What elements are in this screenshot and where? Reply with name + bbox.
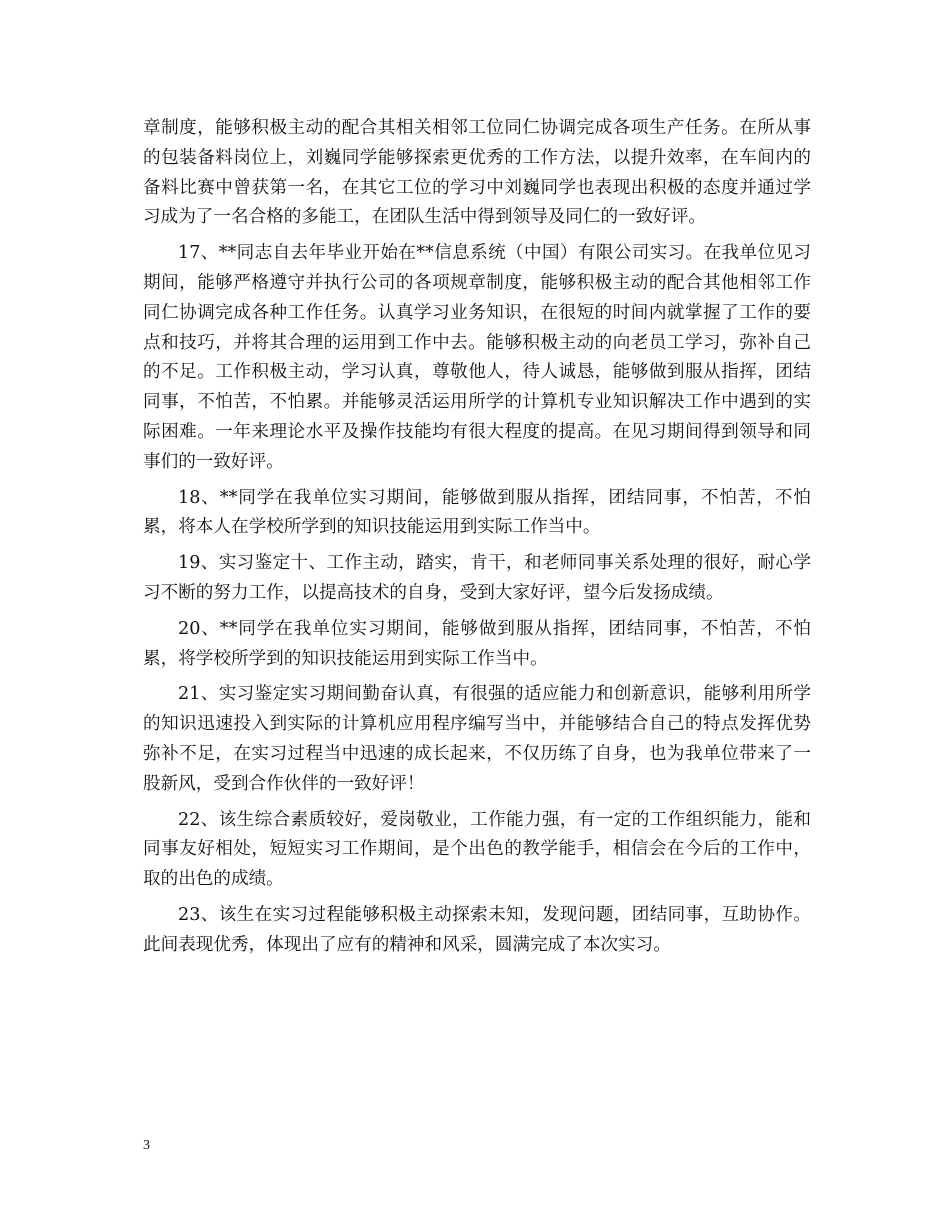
paragraph-continuation: 章制度，能够积极主动的配合其相关相邻工位同仁协调完成各项生产任务。在所从事的包装备料岗位上，刘巍同学能够探索更优秀的工作方法，以提升效率，在车间内的备料比赛中曾获第一名，在其它工位的学习中刘巍同学也表现出积极的态度并通过学习成为了一名合格的多能工，在团队生活中得到领导及同仁的一致好评。 xyxy=(143,118,811,228)
paragraph-item-18: 18、**同学在我单位实习期间，能够做到服从指挥，团结同事，不怕苦，不怕累，将本人在学校所学到的知识技能运用到实际工作当中。 xyxy=(143,487,811,538)
page-number: 3 xyxy=(143,1138,150,1153)
paragraph-item-19: 19、实习鉴定十、工作主动，踏实，肯干，和老师同事关系处理的很好，耐心学习不断的努力工作，以提高技术的自身，受到大家好评，望今后发扬成绩。 xyxy=(143,553,811,603)
document-body xyxy=(143,114,811,967)
paragraph-item-23: 23、该生在实习过程能够积极主动探索未知，发现问题，团结同事，互助协作。此间表现优秀，体现出了应有的精神和风采，圆满完成了本次实习。 xyxy=(143,904,811,955)
paragraph-item-22: 22、该生综合素质较好，爱岗敬业，工作能力强，有一定的工作组织能力，能和同事友好相处，短短实习工作期间，是个出色的教学能手，相信会在今后的工作中，取的出色的成绩。 xyxy=(143,809,811,890)
paragraph-item-17: 17、**同志自去年毕业开始在**信息系统（中国）有限公司实习。在我单位见习期间，能够严格遵守并执行公司的各项规章制度，能够积极主动的配合其他相邻工作同仁协调完成各种工作任务。认真学习业务知识，在很短的时间内就掌握了工作的要点和技巧，并将其合理的运用到工作中去。能够积极主动的向老员工学习，弥补自己的不足。工作积极主动，学习认真，尊敬他人，待人诚恳，能够做到服从指挥，团结同事，不怕苦，不怕累。并能够灵活运用所学的计算机专业知识解决工作中遇到的实际困难。一年来理论水平及操作技能均有很大程度的提高。在见习期间得到领导和同事们的一致好评。 xyxy=(143,243,811,472)
paragraph-item-20: 20、**同学在我单位实习期间，能够做到服从指挥，团结同事，不怕苦，不怕累，将学校所学到的知识技能运用到实际工作当中。 xyxy=(143,618,811,669)
paragraph-item-21: 21、实习鉴定实习期间勤奋认真，有很强的适应能力和创新意识，能够利用所学的知识迅速投入到实际的计算机应用程序编写当中，并能够结合自己的特点发挥优势弥补不足，在实习过程当中迅速的成长起来，不仅历练了自身，也为我单位带来了一股新风，受到合作伙伴的一致好评！ xyxy=(143,684,811,794)
